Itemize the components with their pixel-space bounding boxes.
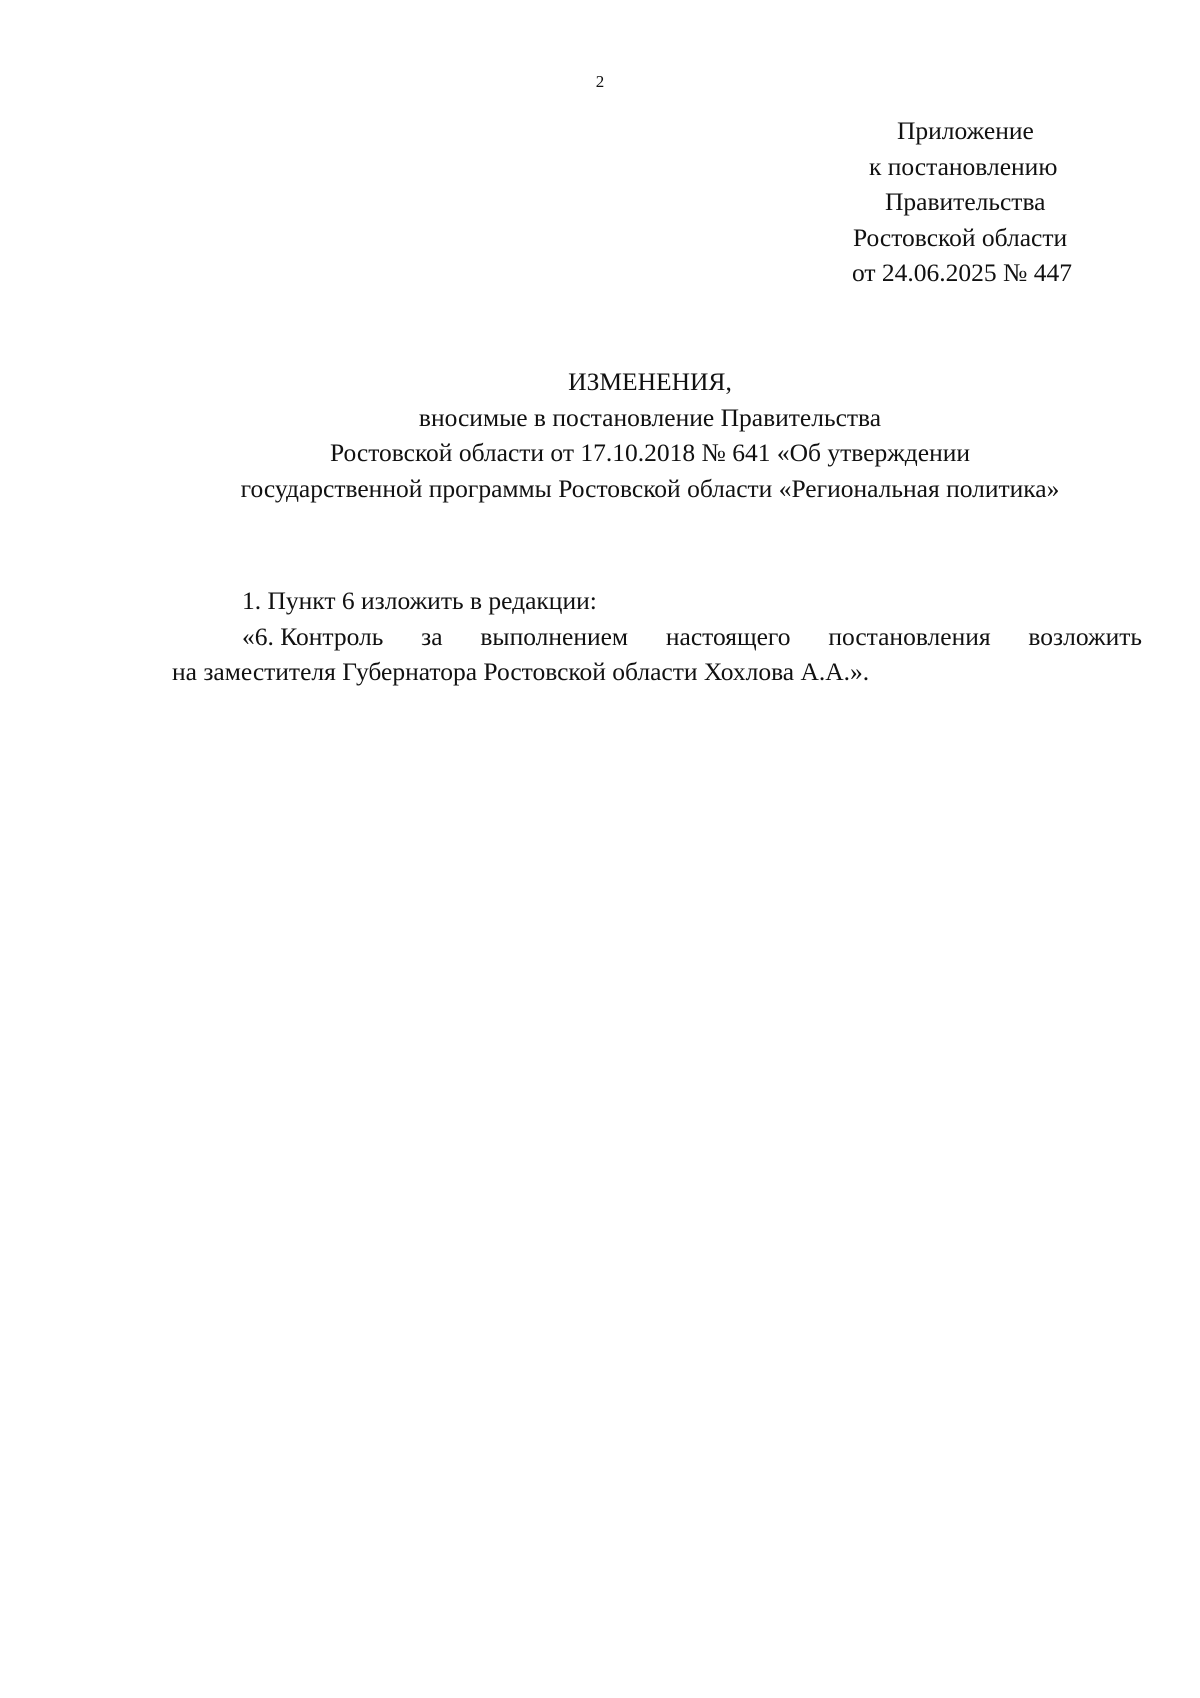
quote-word: возложить [1028, 621, 1142, 651]
document-heading: ИЗМЕНЕНИЯ, [568, 367, 732, 396]
appendix-line: Приложение [897, 116, 1034, 145]
title-line: Ростовской области от 17.10.2018 № 641 «Об утверждении [329, 438, 971, 467]
quote-paragraph-line-1 [172, 619, 1142, 655]
appendix-line: к постановлению [869, 151, 1058, 181]
title-line: вносимые в постановление Правительства [418, 402, 882, 432]
quote-word: выполнением [480, 621, 629, 651]
quote-word: настоящего [665, 621, 791, 651]
quote-paragraph-line-2: на заместителя Губернатора Ростовской области Хохлова А.А.». [172, 657, 870, 686]
document-body [172, 583, 1142, 690]
page-number: 2 [595, 72, 605, 91]
appendix-line: Ростовской области [853, 222, 1068, 252]
appendix-date-number: от 24.06.2025 № 447 [852, 258, 1073, 287]
quote-word: за [421, 621, 443, 651]
appendix-line: Правительства [885, 187, 1046, 216]
document-title-block [170, 364, 1130, 506]
title-line: государственной программы Ростовской области «Региональная политика» [240, 473, 1060, 503]
quote-word: «6. Контроль [242, 621, 384, 651]
appendix-block [830, 113, 1130, 291]
item-1-paragraph: 1. Пункт 6 изложить в редакции: [242, 586, 597, 615]
quote-word: постановления [828, 621, 991, 651]
